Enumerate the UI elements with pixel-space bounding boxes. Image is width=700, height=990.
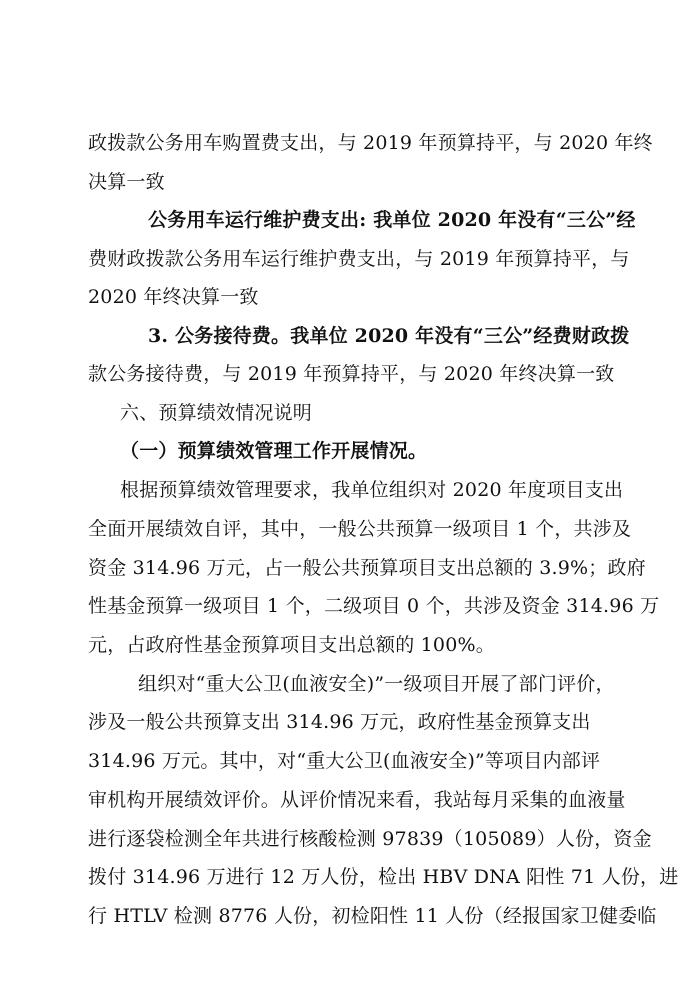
paragraph-line: 根据预算绩效管理要求，我单位组织对 2020 年度项目支出 [120, 479, 624, 501]
paragraph-line: 314.96 万元。其中，对“重大公卫(血液安全)”等项目内部评 [88, 750, 601, 772]
paragraph-line: 3. 公务接待费。我单位 2020 年没有“三公”经费财政拨 [148, 325, 630, 347]
paragraph-line: 审机构开展绩效评价。从评价情况来看，我站每月采集的血液量 [88, 789, 626, 811]
paragraph-line: 元，占政府性基金预算项目支出总额的 100%。 [88, 634, 495, 656]
paragraph-line: 款公务接待费，与 2019 年预算持平，与 2020 年终决算一致 [88, 363, 615, 385]
paragraph-line: 进行逐袋检测全年共进行核酸检测 97839（105089）人份，资金 [88, 828, 652, 850]
subsection-heading: （一）预算绩效管理工作开展情况。 [120, 440, 428, 462]
paragraph-line: 公务用车运行维护费支出: 我单位 2020 年没有“三公”经 [148, 209, 636, 231]
paragraph-line: 费财政拨款公务用车运行维护费支出，与 2019 年预算持平，与 [88, 248, 630, 270]
paragraph-line: 政拨款公务用车购置费支出，与 2019 年预算持平，与 2020 年终 [88, 132, 653, 154]
paragraph-line: 全面开展绩效自评，其中，一般公共预算一级项目 1 个，共涉及 [88, 518, 632, 540]
paragraph-line: 性基金预算一级项目 1 个，二级项目 0 个，共涉及资金 314.96 万 [88, 595, 660, 617]
paragraph-line: 2020 年终决算一致 [88, 286, 259, 308]
paragraph-line: 涉及一般公共预算支出 314.96 万元，政府性基金预算支出 [88, 711, 591, 733]
paragraph-line: 资金 314.96 万元，占一般公共预算项目支出总额的 3.9%；政府 [88, 557, 646, 579]
paragraph-line: 组织对“重大公卫(血液安全)”一级项目开展了部门评价， [138, 673, 615, 695]
section-heading: 六、预算绩效情况说明 [120, 402, 313, 424]
paragraph-line: 决算一致 [88, 171, 165, 193]
paragraph-line: 拨付 314.96 万进行 12 万人份，检出 HBV DNA 阳性 71 人份，进 [88, 866, 679, 888]
paragraph-line: 行 HTLV 检测 8776 人份，初检阳性 11 人份（经报国家卫健委临 [88, 905, 657, 927]
